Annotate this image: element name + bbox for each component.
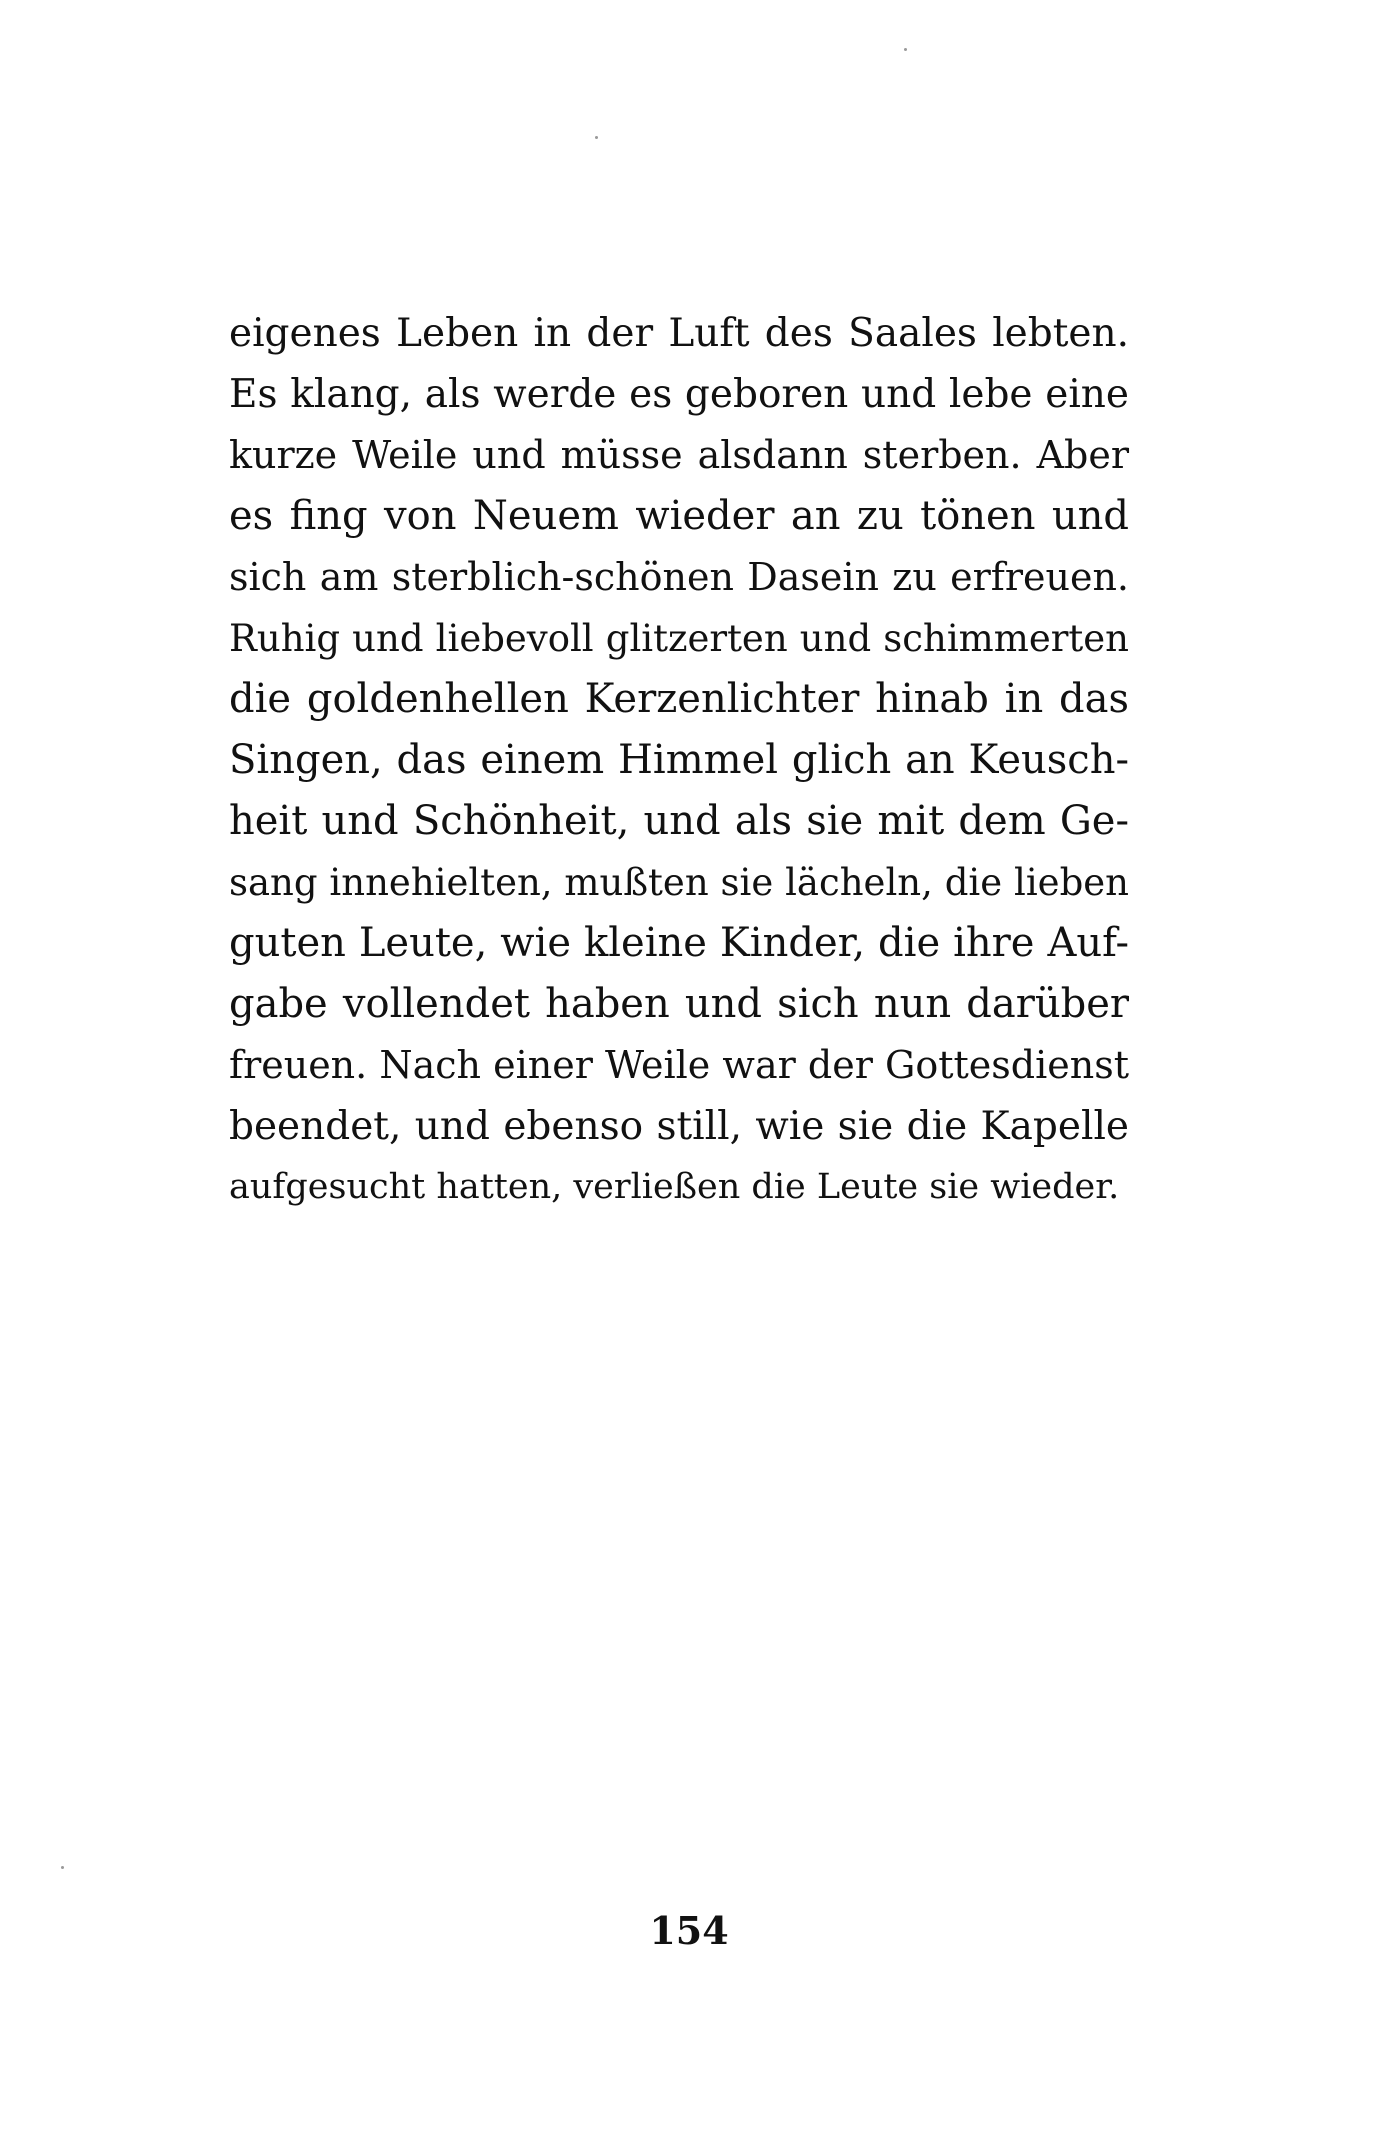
text-line: eigenes Leben in der Luft des Saales lebten. — [229, 311, 1129, 356]
page-number: 154 — [649, 1908, 729, 1953]
text-line: Singen, das einem Himmel glich an Keusch- — [229, 737, 1129, 783]
body-text — [229, 303, 1129, 1218]
text-line: gabe vollendet haben und sich nun darüber — [229, 981, 1129, 1027]
text-line: die goldenhellen Kerzenlichter hinab in das — [229, 676, 1129, 722]
text-line: aufgesucht hatten, verließen die Leute sie wieder. — [229, 1167, 1120, 1207]
text-line: Ruhig und liebevoll glitzerten und schimmerten — [229, 617, 1129, 660]
paper-speck — [61, 1866, 64, 1869]
text-line: guten Leute, wie kleine Kinder, die ihre Auf- — [229, 920, 1129, 966]
text-line: heit und Schönheit, und als sie mit dem Ge- — [229, 798, 1129, 844]
text-line: es fing von Neuem wieder an zu tönen und — [229, 493, 1129, 539]
text-line: sang innehielten, mußten sie lächeln, die lieben — [229, 861, 1129, 904]
text-line: Es klang, als werde es geboren und lebe eine — [229, 372, 1129, 417]
text-line: beendet, und ebenso still, wie sie die Kapelle — [229, 1104, 1129, 1149]
text-line: freuen. Nach einer Weile war der Gottesdienst — [229, 1043, 1129, 1087]
paper-speck — [595, 136, 598, 139]
paper-speck — [904, 48, 907, 51]
text-line: kurze Weile und müsse alsdann sterben. Aber — [229, 433, 1129, 477]
text-line: sich am sterblich-schönen Dasein zu erfreuen. — [229, 555, 1129, 599]
